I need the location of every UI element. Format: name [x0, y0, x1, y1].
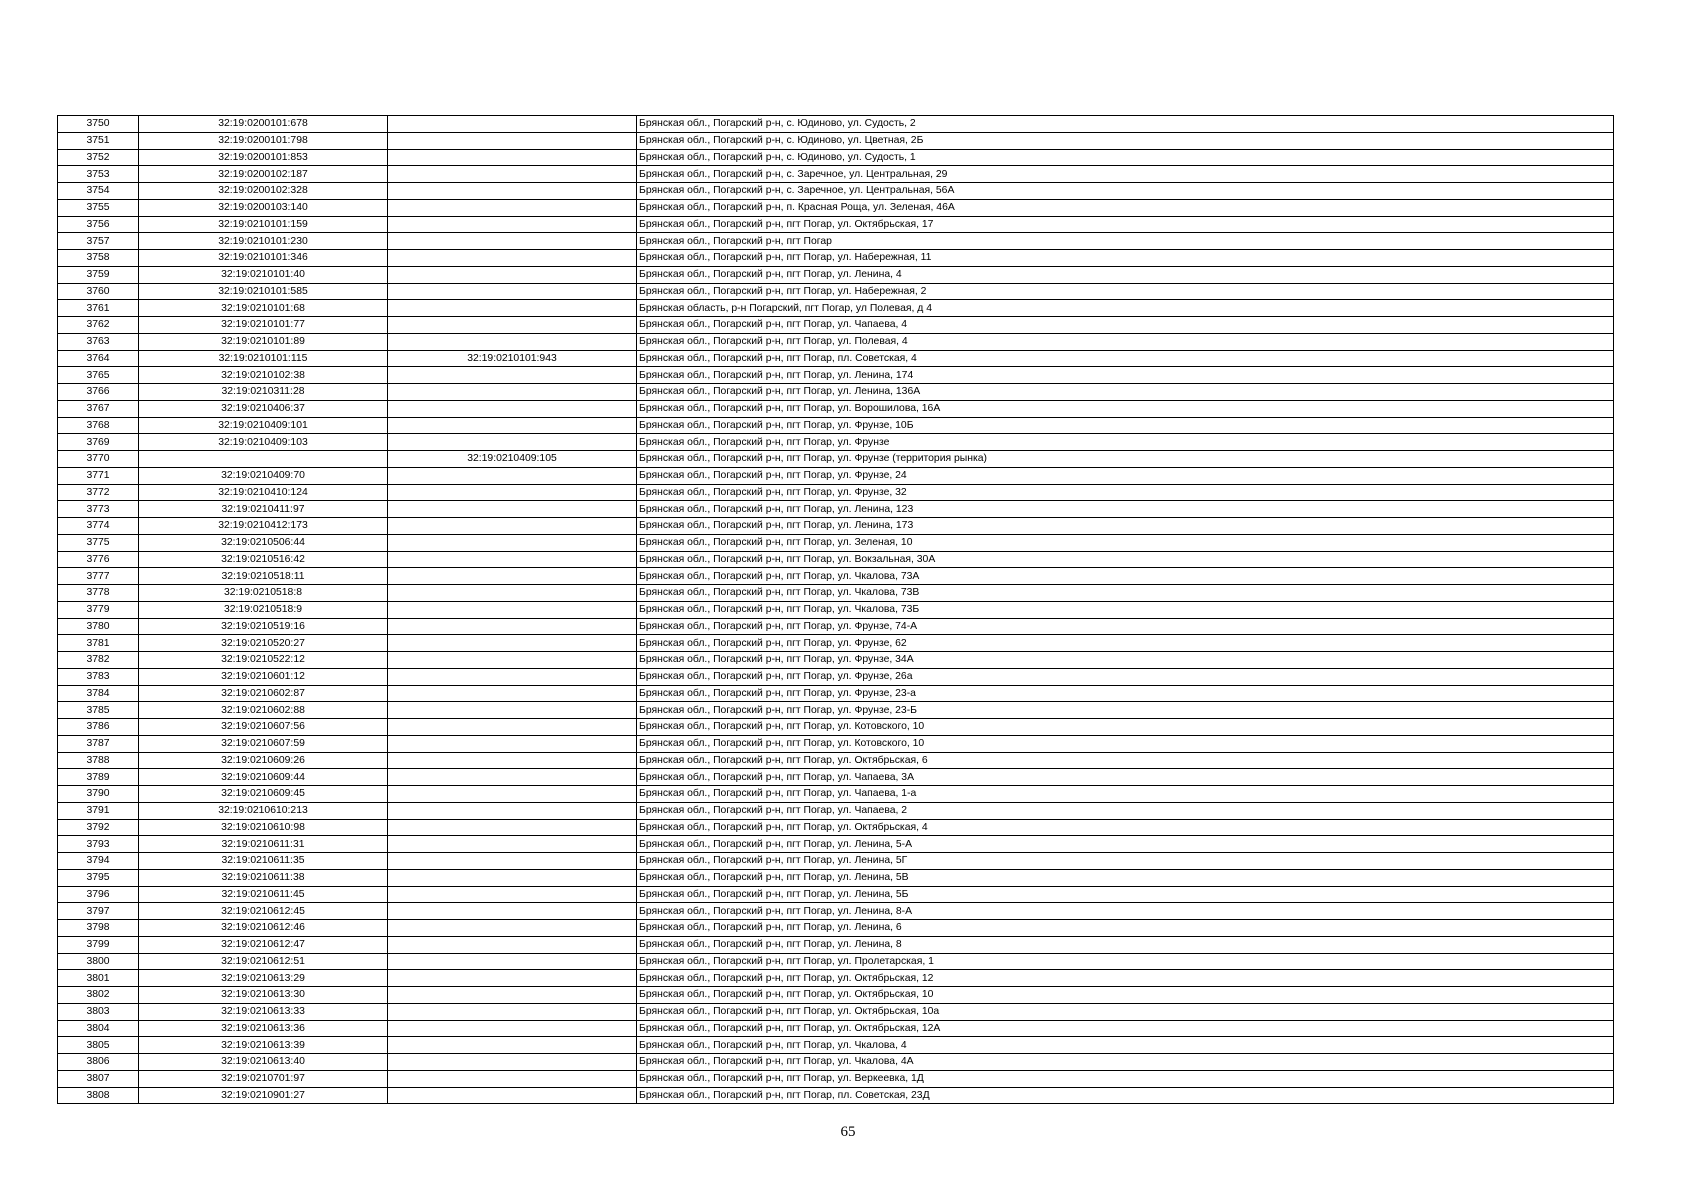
address-cell: Брянская обл., Погарский р-н, пгт Погар, ул. Чапаева, 4 [637, 317, 1614, 334]
address-cell: Брянская обл., Погарский р-н, пгт Погар, ул. Пролетарская, 1 [637, 953, 1614, 970]
table-row [58, 451, 1614, 468]
secondary-cadastral-number-cell [388, 786, 637, 803]
row-number-cell: 3798 [58, 920, 139, 937]
row-number-cell: 3751 [58, 132, 139, 149]
secondary-cadastral-number-cell [388, 953, 637, 970]
row-number-cell: 3769 [58, 434, 139, 451]
secondary-cadastral-number-cell [388, 702, 637, 719]
secondary-cadastral-number-cell [388, 668, 637, 685]
address-cell: Брянская обл., Погарский р-н, пгт Погар, ул. Набережная, 2 [637, 283, 1614, 300]
row-number-cell: 3795 [58, 869, 139, 886]
secondary-cadastral-number-cell [388, 166, 637, 183]
cadastral-number-cell: 32:19:0210613:40 [139, 1054, 388, 1071]
cadastral-number-cell: 32:19:0210610:98 [139, 819, 388, 836]
address-cell: Брянская обл., Погарский р-н, пгт Погар, ул. Чкалова, 4 [637, 1037, 1614, 1054]
address-cell: Брянская обл., Погарский р-н, пгт Погар, ул. Чкалова, 73В [637, 585, 1614, 602]
address-cell: Брянская обл., Погарский р-н, п. Красная Роща, ул. Зеленая, 46А [637, 199, 1614, 216]
secondary-cadastral-number-cell [388, 551, 637, 568]
row-number-cell: 3772 [58, 484, 139, 501]
cadastral-number-cell: 32:19:0210612:46 [139, 920, 388, 937]
address-cell: Брянская обл., Погарский р-н, пгт Погар, ул. Котовского, 10 [637, 719, 1614, 736]
cadastral-number-cell: 32:19:0210610:213 [139, 802, 388, 819]
cadastral-number-cell: 32:19:0210101:115 [139, 350, 388, 367]
cadastral-number-cell: 32:19:0210101:230 [139, 233, 388, 250]
address-cell: Брянская обл., Погарский р-н, пгт Погар, ул. Фрунзе, 23-Б [637, 702, 1614, 719]
address-cell: Брянская обл., Погарский р-н, пгт Погар [637, 233, 1614, 250]
row-number-cell: 3779 [58, 601, 139, 618]
address-cell: Брянская обл., Погарский р-н, пгт Погар, ул. Полевая, 4 [637, 333, 1614, 350]
address-cell: Брянская обл., Погарский р-н, пгт Погар, ул. Фрунзе, 10Б [637, 417, 1614, 434]
row-number-cell: 3782 [58, 652, 139, 669]
address-cell: Брянская обл., Погарский р-н, пгт Погар, ул. Фрунзе, 74-А [637, 618, 1614, 635]
row-number-cell: 3755 [58, 199, 139, 216]
address-cell: Брянская обл., Погарский р-н, пгт Погар, ул. Ленина, 136А [637, 384, 1614, 401]
cadastral-number-cell: 32:19:0210612:51 [139, 953, 388, 970]
cadastral-number-cell: 32:19:0210101:89 [139, 333, 388, 350]
table-row [58, 132, 1614, 149]
secondary-cadastral-number-cell [388, 250, 637, 267]
address-cell: Брянская обл., Погарский р-н, пгт Погар, ул. Октябрьская, 10а [637, 1003, 1614, 1020]
table-row [58, 836, 1614, 853]
secondary-cadastral-number-cell [388, 384, 637, 401]
secondary-cadastral-number-cell [388, 1087, 637, 1104]
secondary-cadastral-number-cell [388, 333, 637, 350]
row-number-cell: 3756 [58, 216, 139, 233]
row-number-cell: 3793 [58, 836, 139, 853]
row-number-cell: 3805 [58, 1037, 139, 1054]
table-row [58, 1020, 1614, 1037]
row-number-cell: 3781 [58, 635, 139, 652]
address-cell: Брянская обл., Погарский р-н, пгт Погар, ул. Фрунзе, 23-а [637, 685, 1614, 702]
address-cell: Брянская обл., Погарский р-н, пгт Погар, ул. Чкалова, 4А [637, 1054, 1614, 1071]
secondary-cadastral-number-cell: 32:19:0210409:105 [388, 451, 637, 468]
address-cell: Брянская обл., Погарский р-н, пгт Погар, ул. Ленина, 5-А [637, 836, 1614, 853]
address-cell: Брянская обл., Погарский р-н, пгт Погар, ул. Октябрьская, 12 [637, 970, 1614, 987]
cadastral-number-cell: 32:19:0210518:8 [139, 585, 388, 602]
table-row [58, 350, 1614, 367]
row-number-cell: 3766 [58, 384, 139, 401]
address-cell: Брянская обл., Погарский р-н, пгт Погар, ул. Фрунзе, 32 [637, 484, 1614, 501]
table-row [58, 987, 1614, 1004]
table-row [58, 819, 1614, 836]
row-number-cell: 3807 [58, 1070, 139, 1087]
row-number-cell: 3783 [58, 668, 139, 685]
secondary-cadastral-number-cell: 32:19:0210101:943 [388, 350, 637, 367]
cadastral-number-cell: 32:19:0210520:27 [139, 635, 388, 652]
cadastral-number-cell: 32:19:0210613:39 [139, 1037, 388, 1054]
row-number-cell: 3788 [58, 752, 139, 769]
row-number-cell: 3780 [58, 618, 139, 635]
secondary-cadastral-number-cell [388, 568, 637, 585]
cadastral-number-cell: 32:19:0210601:12 [139, 668, 388, 685]
row-number-cell: 3797 [58, 903, 139, 920]
address-cell: Брянская область, р-н Погарский, пгт Погар, ул Полевая, д 4 [637, 300, 1614, 317]
row-number-cell: 3761 [58, 300, 139, 317]
row-number-cell: 3774 [58, 518, 139, 535]
address-cell: Брянская обл., Погарский р-н, пгт Погар, ул. Октябрьская, 10 [637, 987, 1614, 1004]
cadastral-number-cell: 32:19:0200103:140 [139, 199, 388, 216]
secondary-cadastral-number-cell [388, 635, 637, 652]
secondary-cadastral-number-cell [388, 501, 637, 518]
address-cell: Брянская обл., Погарский р-н, пгт Погар, ул. Ворошилова, 16А [637, 400, 1614, 417]
cadastral-number-cell: 32:19:0210612:45 [139, 903, 388, 920]
table-row [58, 400, 1614, 417]
secondary-cadastral-number-cell [388, 903, 637, 920]
secondary-cadastral-number-cell [388, 869, 637, 886]
table-row [58, 802, 1614, 819]
row-number-cell: 3773 [58, 501, 139, 518]
address-cell: Брянская обл., Погарский р-н, пгт Погар, ул. Фрунзе, 26а [637, 668, 1614, 685]
secondary-cadastral-number-cell [388, 601, 637, 618]
row-number-cell: 3767 [58, 400, 139, 417]
secondary-cadastral-number-cell [388, 1020, 637, 1037]
row-number-cell: 3770 [58, 451, 139, 468]
secondary-cadastral-number-cell [388, 836, 637, 853]
cadastral-number-cell: 32:19:0210611:31 [139, 836, 388, 853]
table-row [58, 970, 1614, 987]
table-row [58, 601, 1614, 618]
cadastral-number-cell: 32:19:0210101:40 [139, 266, 388, 283]
secondary-cadastral-number-cell [388, 183, 637, 200]
table-row [58, 702, 1614, 719]
cadastral-number-cell: 32:19:0210701:97 [139, 1070, 388, 1087]
table-row [58, 752, 1614, 769]
row-number-cell: 3777 [58, 568, 139, 585]
secondary-cadastral-number-cell [388, 317, 637, 334]
secondary-cadastral-number-cell [388, 534, 637, 551]
row-number-cell: 3757 [58, 233, 139, 250]
table-row [58, 283, 1614, 300]
address-cell: Брянская обл., Погарский р-н, с. Заречное, ул. Центральная, 56А [637, 183, 1614, 200]
row-number-cell: 3796 [58, 886, 139, 903]
address-cell: Брянская обл., Погарский р-н, пгт Погар, ул. Ленина, 4 [637, 266, 1614, 283]
table-row [58, 501, 1614, 518]
address-cell: Брянская обл., Погарский р-н, пгт Погар, ул. Октябрьская, 17 [637, 216, 1614, 233]
secondary-cadastral-number-cell [388, 685, 637, 702]
table-row [58, 685, 1614, 702]
secondary-cadastral-number-cell [388, 283, 637, 300]
table-row [58, 518, 1614, 535]
row-number-cell: 3804 [58, 1020, 139, 1037]
cadastral-number-cell: 32:19:0210607:59 [139, 735, 388, 752]
secondary-cadastral-number-cell [388, 853, 637, 870]
cadastral-number-cell: 32:19:0210410:124 [139, 484, 388, 501]
row-number-cell: 3791 [58, 802, 139, 819]
table-row [58, 869, 1614, 886]
table-row [58, 317, 1614, 334]
cadastral-number-cell: 32:19:0210613:33 [139, 1003, 388, 1020]
row-number-cell: 3771 [58, 467, 139, 484]
cadastral-number-cell: 32:19:0210612:47 [139, 936, 388, 953]
cadastral-number-cell: 32:19:0210101:346 [139, 250, 388, 267]
address-cell: Брянская обл., Погарский р-н, пгт Погар, ул. Фрунзе, 34А [637, 652, 1614, 669]
row-number-cell: 3806 [58, 1054, 139, 1071]
address-cell: Брянская обл., Погарский р-н, пгт Погар, ул. Чкалова, 73А [637, 568, 1614, 585]
cadastral-number-cell: 32:19:0210409:101 [139, 417, 388, 434]
table-row [58, 216, 1614, 233]
secondary-cadastral-number-cell [388, 769, 637, 786]
address-cell: Брянская обл., Погарский р-н, пгт Погар, ул. Октябрьская, 6 [637, 752, 1614, 769]
cadastral-number-cell: 32:19:0210602:87 [139, 685, 388, 702]
table-row [58, 367, 1614, 384]
table-row [58, 1070, 1614, 1087]
secondary-cadastral-number-cell [388, 116, 637, 133]
row-number-cell: 3784 [58, 685, 139, 702]
cadastral-number-cell: 32:19:0200102:187 [139, 166, 388, 183]
cadastral-number-cell: 32:19:0210518:9 [139, 601, 388, 618]
address-cell: Брянская обл., Погарский р-н, пгт Погар, ул. Вокзальная, 30А [637, 551, 1614, 568]
table-row [58, 149, 1614, 166]
row-number-cell: 3750 [58, 116, 139, 133]
table-row [58, 1054, 1614, 1071]
cadastral-number-cell: 32:19:0200101:798 [139, 132, 388, 149]
address-cell: Брянская обл., Погарский р-н, пгт Погар, ул. Октябрьская, 4 [637, 819, 1614, 836]
row-number-cell: 3764 [58, 350, 139, 367]
data-table [57, 115, 1614, 1104]
secondary-cadastral-number-cell [388, 652, 637, 669]
secondary-cadastral-number-cell [388, 936, 637, 953]
address-cell: Брянская обл., Погарский р-н, пгт Погар, ул. Чапаева, 2 [637, 802, 1614, 819]
row-number-cell: 3758 [58, 250, 139, 267]
table-row [58, 166, 1614, 183]
secondary-cadastral-number-cell [388, 1037, 637, 1054]
row-number-cell: 3786 [58, 719, 139, 736]
table-row [58, 668, 1614, 685]
address-cell: Брянская обл., Погарский р-н, пгт Погар, ул. Фрунзе, 62 [637, 635, 1614, 652]
row-number-cell: 3808 [58, 1087, 139, 1104]
table-body [58, 116, 1614, 1104]
row-number-cell: 3754 [58, 183, 139, 200]
table-row [58, 853, 1614, 870]
secondary-cadastral-number-cell [388, 367, 637, 384]
secondary-cadastral-number-cell [388, 819, 637, 836]
cadastral-number-cell: 32:19:0210609:26 [139, 752, 388, 769]
address-cell: Брянская обл., Погарский р-н, пгт Погар, ул. Набережная, 11 [637, 250, 1614, 267]
cadastral-number-cell: 32:19:0210602:88 [139, 702, 388, 719]
cadastral-number-cell: 32:19:0210611:35 [139, 853, 388, 870]
cadastral-number-cell: 32:19:0210613:36 [139, 1020, 388, 1037]
address-cell: Брянская обл., Погарский р-н, пгт Погар, ул. Ленина, 174 [637, 367, 1614, 384]
secondary-cadastral-number-cell [388, 484, 637, 501]
secondary-cadastral-number-cell [388, 199, 637, 216]
row-number-cell: 3768 [58, 417, 139, 434]
table-row [58, 333, 1614, 350]
cadastral-number-cell: 32:19:0210519:16 [139, 618, 388, 635]
cadastral-number-cell [139, 451, 388, 468]
address-cell: Брянская обл., Погарский р-н, пгт Погар, ул. Ленина, 6 [637, 920, 1614, 937]
cadastral-number-cell: 32:19:0210611:38 [139, 869, 388, 886]
secondary-cadastral-number-cell [388, 417, 637, 434]
cadastral-number-cell: 32:19:0200101:678 [139, 116, 388, 133]
secondary-cadastral-number-cell [388, 149, 637, 166]
row-number-cell: 3789 [58, 769, 139, 786]
secondary-cadastral-number-cell [388, 987, 637, 1004]
table-row [58, 116, 1614, 133]
row-number-cell: 3803 [58, 1003, 139, 1020]
cadastral-number-cell: 32:19:0210101:68 [139, 300, 388, 317]
secondary-cadastral-number-cell [388, 618, 637, 635]
table-row [58, 183, 1614, 200]
address-cell: Брянская обл., Погарский р-н, пгт Погар, ул. Ленина, 123 [637, 501, 1614, 518]
secondary-cadastral-number-cell [388, 719, 637, 736]
cadastral-number-cell: 32:19:0210607:56 [139, 719, 388, 736]
table-row [58, 568, 1614, 585]
secondary-cadastral-number-cell [388, 518, 637, 535]
cadastral-number-cell: 32:19:0210522:12 [139, 652, 388, 669]
address-cell: Брянская обл., Погарский р-н, пгт Погар, ул. Веркеевка, 1Д [637, 1070, 1614, 1087]
table-row [58, 266, 1614, 283]
table-row [58, 467, 1614, 484]
address-cell: Брянская обл., Погарский р-н, пгт Погар, ул. Зеленая, 10 [637, 534, 1614, 551]
cadastral-number-cell: 32:19:0210609:45 [139, 786, 388, 803]
secondary-cadastral-number-cell [388, 400, 637, 417]
table-row [58, 769, 1614, 786]
table-row [58, 735, 1614, 752]
address-cell: Брянская обл., Погарский р-н, пгт Погар, ул. Ленина, 8-А [637, 903, 1614, 920]
cadastral-number-cell: 32:19:0210609:44 [139, 769, 388, 786]
secondary-cadastral-number-cell [388, 802, 637, 819]
address-cell: Брянская обл., Погарский р-н, пгт Погар, ул. Ленина, 173 [637, 518, 1614, 535]
secondary-cadastral-number-cell [388, 1003, 637, 1020]
table-row [58, 199, 1614, 216]
secondary-cadastral-number-cell [388, 216, 637, 233]
table-row [58, 1003, 1614, 1020]
secondary-cadastral-number-cell [388, 233, 637, 250]
secondary-cadastral-number-cell [388, 300, 637, 317]
cadastral-number-cell: 32:19:0210613:30 [139, 987, 388, 1004]
address-cell: Брянская обл., Погарский р-н, пгт Погар, ул. Чкалова, 73Б [637, 601, 1614, 618]
table-row [58, 585, 1614, 602]
cadastral-number-cell: 32:19:0210409:103 [139, 434, 388, 451]
address-cell: Брянская обл., Погарский р-н, пгт Погар, ул. Октябрьская, 12А [637, 1020, 1614, 1037]
secondary-cadastral-number-cell [388, 1054, 637, 1071]
row-number-cell: 3794 [58, 853, 139, 870]
secondary-cadastral-number-cell [388, 752, 637, 769]
address-cell: Брянская обл., Погарский р-н, пгт Погар, ул. Чапаева, 3А [637, 769, 1614, 786]
cadastral-number-cell: 32:19:0210901:27 [139, 1087, 388, 1104]
address-cell: Брянская обл., Погарский р-н, пгт Погар, пл. Советская, 23Д [637, 1087, 1614, 1104]
cadastral-number-cell: 32:19:0210518:11 [139, 568, 388, 585]
table-row [58, 551, 1614, 568]
row-number-cell: 3753 [58, 166, 139, 183]
secondary-cadastral-number-cell [388, 585, 637, 602]
table-row [58, 903, 1614, 920]
secondary-cadastral-number-cell [388, 467, 637, 484]
address-cell: Брянская обл., Погарский р-н, пгт Погар, ул. Чапаева, 1-а [637, 786, 1614, 803]
table-row [58, 719, 1614, 736]
cadastral-number-cell: 32:19:0210406:37 [139, 400, 388, 417]
address-cell: Брянская обл., Погарский р-н, с. Юдиново, ул. Судость, 2 [637, 116, 1614, 133]
table-row [58, 618, 1614, 635]
table-row [58, 936, 1614, 953]
table-row [58, 920, 1614, 937]
cadastral-number-cell: 32:19:0210102:38 [139, 367, 388, 384]
address-cell: Брянская обл., Погарский р-н, пгт Погар, ул. Ленина, 5Б [637, 886, 1614, 903]
cadastral-number-cell: 32:19:0210101:159 [139, 216, 388, 233]
row-number-cell: 3765 [58, 367, 139, 384]
secondary-cadastral-number-cell [388, 970, 637, 987]
cadastral-number-cell: 32:19:0210506:44 [139, 534, 388, 551]
cadastral-number-cell: 32:19:0200102:328 [139, 183, 388, 200]
table-row [58, 534, 1614, 551]
row-number-cell: 3763 [58, 333, 139, 350]
secondary-cadastral-number-cell [388, 735, 637, 752]
row-number-cell: 3785 [58, 702, 139, 719]
row-number-cell: 3775 [58, 534, 139, 551]
row-number-cell: 3790 [58, 786, 139, 803]
secondary-cadastral-number-cell [388, 886, 637, 903]
row-number-cell: 3800 [58, 953, 139, 970]
address-cell: Брянская обл., Погарский р-н, с. Юдиново, ул. Цветная, 2Б [637, 132, 1614, 149]
table-row [58, 250, 1614, 267]
page-number: 65 [840, 1124, 856, 1140]
cadastral-number-cell: 32:19:0210411:97 [139, 501, 388, 518]
cadastral-number-cell: 32:19:0210613:29 [139, 970, 388, 987]
row-number-cell: 3799 [58, 936, 139, 953]
table-row [58, 300, 1614, 317]
row-number-cell: 3759 [58, 266, 139, 283]
table-row [58, 953, 1614, 970]
table-row [58, 886, 1614, 903]
table-row [58, 635, 1614, 652]
address-cell: Брянская обл., Погарский р-н, с. Заречное, ул. Центральная, 29 [637, 166, 1614, 183]
table-row [58, 484, 1614, 501]
row-number-cell: 3801 [58, 970, 139, 987]
secondary-cadastral-number-cell [388, 1070, 637, 1087]
row-number-cell: 3776 [58, 551, 139, 568]
row-number-cell: 3802 [58, 987, 139, 1004]
table-row [58, 434, 1614, 451]
secondary-cadastral-number-cell [388, 434, 637, 451]
table-row [58, 417, 1614, 434]
cadastral-number-cell: 32:19:0200101:853 [139, 149, 388, 166]
table-row [58, 384, 1614, 401]
address-cell: Брянская обл., Погарский р-н, пгт Погар, ул. Котовского, 10 [637, 735, 1614, 752]
address-cell: Брянская обл., Погарский р-н, пгт Погар, ул. Ленина, 8 [637, 936, 1614, 953]
cadastral-number-cell: 32:19:0210101:585 [139, 283, 388, 300]
secondary-cadastral-number-cell [388, 920, 637, 937]
row-number-cell: 3752 [58, 149, 139, 166]
secondary-cadastral-number-cell [388, 266, 637, 283]
address-cell: Брянская обл., Погарский р-н, пгт Погар, пл. Советская, 4 [637, 350, 1614, 367]
address-cell: Брянская обл., Погарский р-н, с. Юдиново, ул. Судость, 1 [637, 149, 1614, 166]
table-row [58, 786, 1614, 803]
cadastral-number-cell: 32:19:0210101:77 [139, 317, 388, 334]
row-number-cell: 3792 [58, 819, 139, 836]
row-number-cell: 3762 [58, 317, 139, 334]
secondary-cadastral-number-cell [388, 132, 637, 149]
address-cell: Брянская обл., Погарский р-н, пгт Погар, ул. Фрунзе [637, 434, 1614, 451]
cadastral-number-cell: 32:19:0210409:70 [139, 467, 388, 484]
cadastral-number-cell: 32:19:0210412:173 [139, 518, 388, 535]
row-number-cell: 3778 [58, 585, 139, 602]
cadastral-number-cell: 32:19:0210311:28 [139, 384, 388, 401]
table-row [58, 652, 1614, 669]
address-cell: Брянская обл., Погарский р-н, пгт Погар, ул. Фрунзе, 24 [637, 467, 1614, 484]
row-number-cell: 3760 [58, 283, 139, 300]
table-row [58, 233, 1614, 250]
cadastral-number-cell: 32:19:0210516:42 [139, 551, 388, 568]
table-row [58, 1037, 1614, 1054]
address-cell: Брянская обл., Погарский р-н, пгт Погар, ул. Фрунзе (территория рынка) [637, 451, 1614, 468]
table-row [58, 1087, 1614, 1104]
cadastral-number-cell: 32:19:0210611:45 [139, 886, 388, 903]
address-cell: Брянская обл., Погарский р-н, пгт Погар, ул. Ленина, 5В [637, 869, 1614, 886]
row-number-cell: 3787 [58, 735, 139, 752]
address-cell: Брянская обл., Погарский р-н, пгт Погар, ул. Ленина, 5Г [637, 853, 1614, 870]
